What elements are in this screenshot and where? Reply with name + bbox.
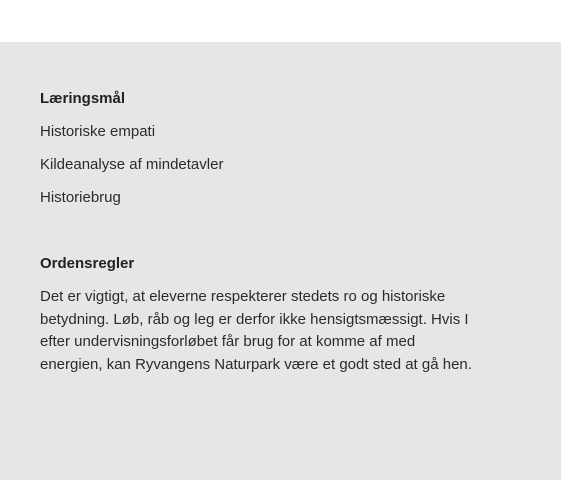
learning-goals-list <box>40 122 521 208</box>
rules-section <box>40 254 521 376</box>
learning-goal-item: Historiske empati <box>40 123 156 140</box>
info-panel <box>0 42 561 480</box>
learning-goal-item: Kildeanalyse af mindetavler <box>40 156 224 173</box>
rules-paragraph: Det er vigtigt, at eleverne respekterer stedets ro og historiske betydning. Løb, råb og leg er derfor ikke hensigtsmæssigt. Hvis I efter undervisningsforløbet får brug for at komme af med energien, kan Ryvangens Naturpark være et godt sted at gå hen. <box>40 288 472 373</box>
learning-goal-item: Historiebrug <box>40 189 121 206</box>
top-white-strip <box>0 0 561 42</box>
rules-heading: Ordensregler <box>40 255 135 272</box>
learning-goals-heading: Læringsmål <box>40 90 126 107</box>
learning-goals-section <box>40 89 521 208</box>
